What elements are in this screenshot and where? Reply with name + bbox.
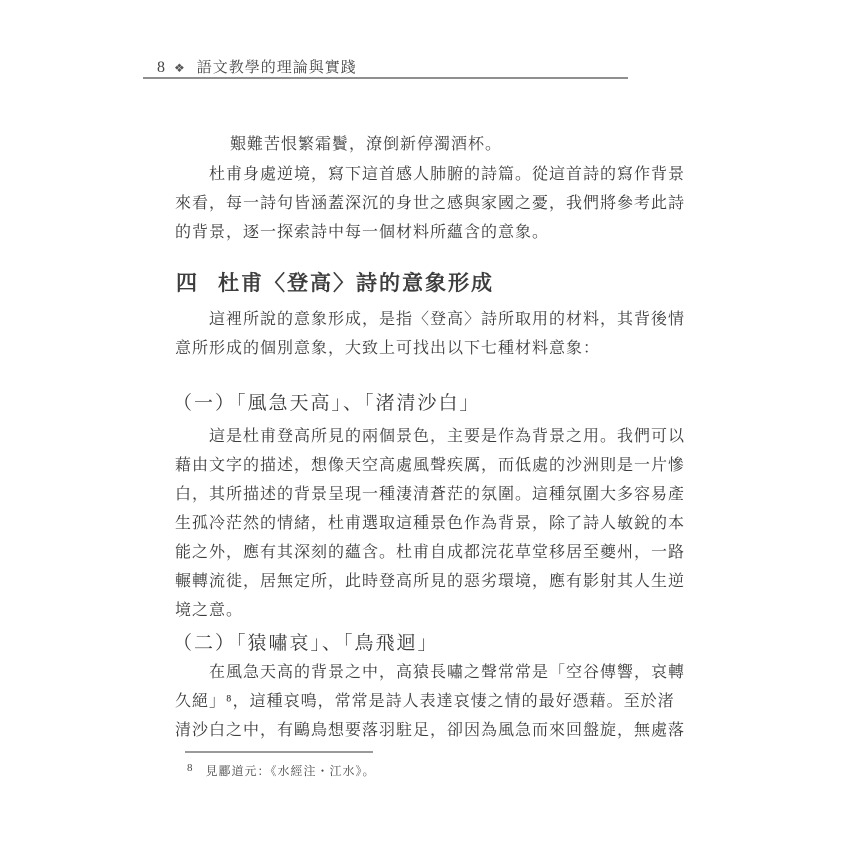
text-line: 白，其所描述的背景呈現一種淒清蒼茫的氛圍。這種氛圍大多容易產 <box>175 486 686 503</box>
text-line: 來看，每一詩句皆涵蓋深沉的身世之感與家國之憂，我們將參考此詩 <box>175 195 686 212</box>
diamond-ornament-icon: ❖ <box>174 61 186 75</box>
paragraph-scenery-imagery <box>175 422 686 625</box>
text-line: 的背景，逐一探索詩中每一個材料所蘊含的意象。 <box>175 224 550 241</box>
text-line: 清沙白之中，有鷗鳥想要落羽駐足，卻因為風急而來回盤旋，無處落 <box>175 722 686 739</box>
paragraph-imagery-intro <box>175 305 686 363</box>
subsection-heading-1: （一）「風急天高」、「渚清沙白」 <box>173 393 481 414</box>
running-header <box>157 56 357 77</box>
text-line: 在風急天高的背景之中，高猿長嘯之聲常常是「空谷傳響，哀轉 <box>209 664 686 681</box>
text-line: 意所形成的個別意象，大致上可找出以下七種材料意象： <box>175 340 601 357</box>
footnote-marker: 8 <box>187 762 194 774</box>
text-line: 生孤冷茫然的情緒，杜甫選取這種景色作為背景，除了詩人敏銳的本 <box>175 515 686 532</box>
text-line: 這是杜甫登高所見的兩個景色，主要是作為背景之用。我們可以 <box>209 428 686 445</box>
section-number: 四 <box>176 272 199 295</box>
paragraph-du-fu-background <box>175 160 686 247</box>
text-line: 杜甫身處逆境，寫下這首感人肺腑的詩篇。從這首詩的寫作背景 <box>209 166 686 183</box>
subsection-heading-2: （二）「猿嘯哀」、「鳥飛迴」 <box>173 633 439 654</box>
section-title: 杜甫〈登高〉詩的意象形成 <box>218 272 494 295</box>
paragraph-ape-bird-imagery <box>175 658 686 745</box>
footnote-text: 見酈道元：《水經注・江水》。 <box>205 764 376 778</box>
text-line: 境之意。 <box>175 602 244 619</box>
section-heading <box>176 267 494 297</box>
text-line: 藉由文字的描述，想像天空高處風聲疾厲，而低處的沙洲則是一片慘 <box>175 457 686 474</box>
footnote-separator <box>185 751 373 753</box>
text-line: 輾轉流徙，居無定所，此時登高所見的惡劣環境，應有影射其人生逆 <box>175 573 686 590</box>
text-line: 久絕」⁸，這種哀鳴，常常是詩人表達哀悽之情的最好憑藉。至於渚 <box>175 693 675 710</box>
text-line: 能之外，應有其深刻的蘊含。杜甫自成都浣花草堂移居至夔州，一路 <box>175 544 686 561</box>
text-line: 這裡所說的意象形成，是指〈登高〉詩所取用的材料，其背後情 <box>209 311 686 328</box>
book-title: 語文教學的理論與實踐 <box>196 60 357 76</box>
footnote <box>187 762 376 779</box>
page-number: 8 <box>157 59 165 76</box>
header-rule <box>143 77 628 79</box>
poem-quote-line: 艱難苦恨繁霜鬢，潦倒新停濁酒杯。 <box>230 136 503 153</box>
